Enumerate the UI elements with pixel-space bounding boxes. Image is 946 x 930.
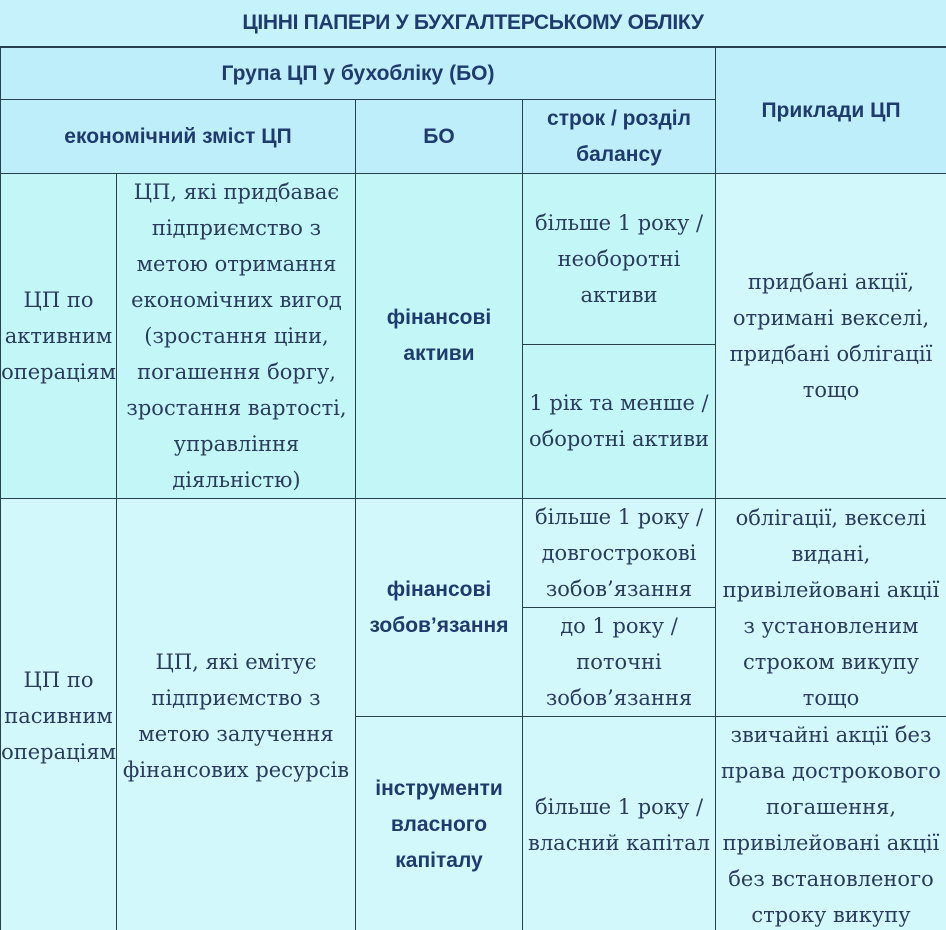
header-bo: БО: [356, 100, 523, 174]
passive-operations-label: ЦП по пасивним операціям: [1, 499, 117, 930]
header-row-1: [1, 48, 946, 100]
active-operations-label: ЦП по активним операціям: [1, 174, 117, 499]
header-economic-content: економічний зміст ЦП: [1, 100, 356, 174]
active-content-text: ЦП, які придбаває підприємство з метою отримання економічних вигод (зростання ціни, погашення боргу, зростання вартості, управління діяльністю): [126, 180, 347, 492]
passive-row-1: [1, 499, 946, 608]
active-row-1: [1, 174, 946, 345]
active-term-short: 1 рік та менше / оборотні активи: [523, 344, 716, 498]
page-title: ЦІННІ ПАПЕРИ У БУХГАЛТЕРСЬКОМУ ОБЛІКУ: [0, 0, 946, 47]
liabilities-examples: облігації, векселі видані, привілейовані акції з установленим строком викупу тощо: [716, 499, 946, 717]
active-term-long: більше 1 року / необоротні активи: [523, 174, 716, 345]
active-bo: фінансові активи: [356, 174, 523, 499]
equity-examples: звичайні акції без права дострокового погашення, привілейовані акції без встановленого строку викупу: [716, 717, 946, 930]
equity-bo: інструменти власного капіталу: [356, 717, 523, 930]
securities-table: [0, 47, 946, 930]
header-group: Група ЦП у бухобліку (БО): [1, 48, 716, 100]
liabilities-term-long: більше 1 року / довгострокові зобов’язання: [523, 499, 716, 608]
liabilities-bo: фінансові зобов’язання: [356, 499, 523, 717]
equity-term: більше 1 року / власний капітал: [523, 717, 716, 930]
active-content: [117, 174, 356, 499]
passive-content: ЦП, які емітує підприємство з метою залучення фінансових ресурсів: [117, 499, 356, 930]
header-term: строк / розділ балансу: [523, 100, 716, 174]
liabilities-term-short: до 1 року / поточні зобов’язання: [523, 608, 716, 717]
active-examples: придбані акції, отримані векселі, придбані облігації тощо: [716, 174, 946, 499]
header-examples: Приклади ЦП: [716, 48, 946, 174]
